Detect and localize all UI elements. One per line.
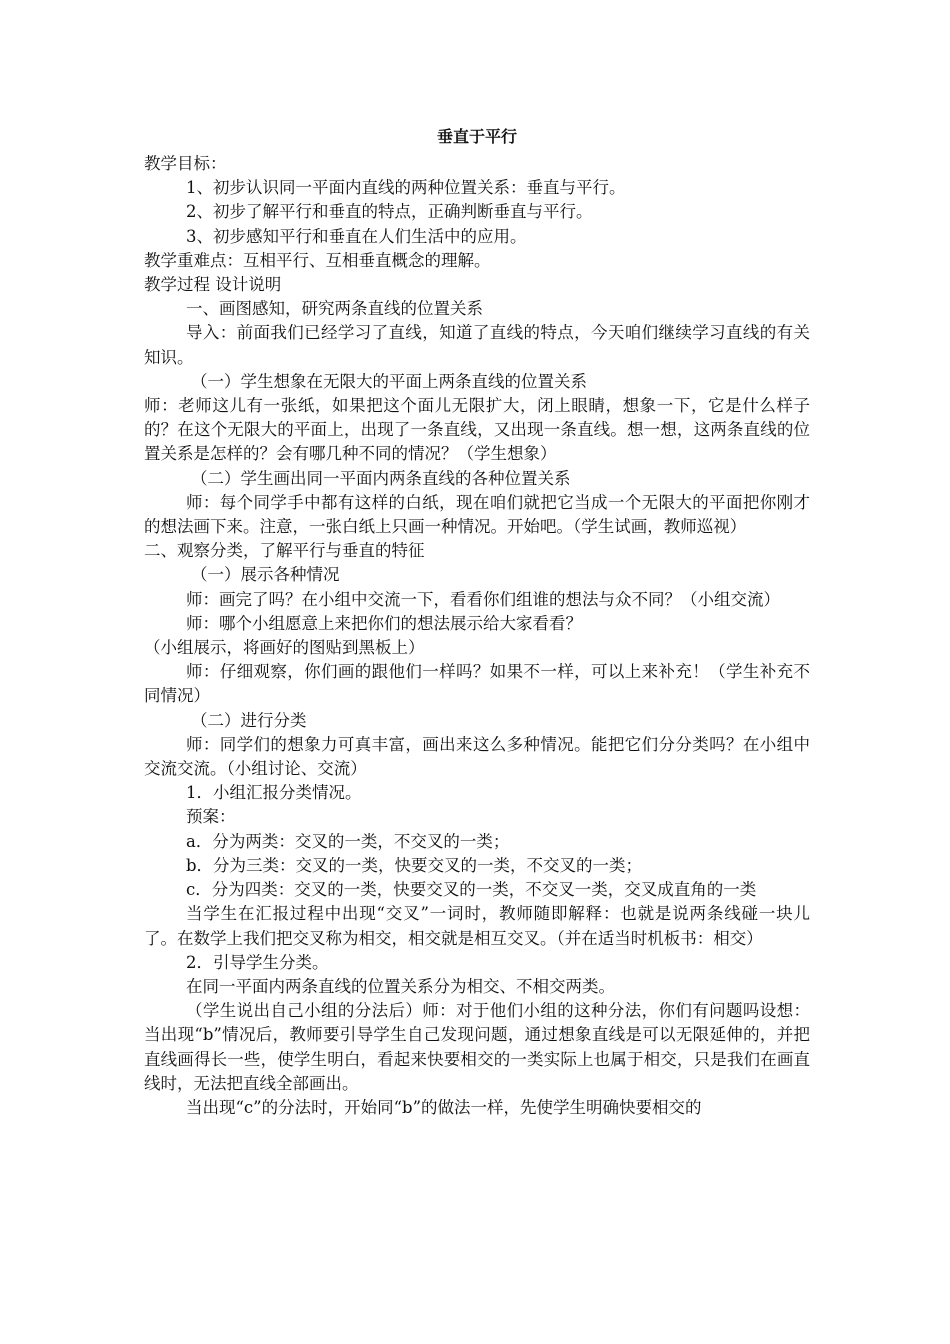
paragraph: 一、画图感知，研究两条直线的位置关系 <box>186 299 483 319</box>
paragraph: b．分为三类：交叉的一类，快要交叉的一类，不交叉的一类； <box>186 855 643 875</box>
paragraph: （二）学生画出同一平面内两条直线的各种位置关系 <box>191 468 571 488</box>
paragraph: 教学过程 设计说明 <box>144 275 282 295</box>
paragraph: （一）学生想象在无限大的平面上两条直线的位置关系 <box>191 371 587 391</box>
paragraph: 3、初步感知平行和垂直在人们生活中的应用。 <box>186 226 527 246</box>
document-body <box>144 152 810 1120</box>
paragraph: 教学目标： <box>144 154 227 173</box>
paragraph: a．分为两类：交叉的一类，不交叉的一类； <box>186 831 510 851</box>
paragraph: 师：画完了吗？在小组中交流一下，看看你们组谁的想法与众不同？（小组交流） <box>186 589 780 609</box>
paragraph: 师：仔细观察，你们画的跟他们一样吗？如果不一样，可以上来补充！（学生补充不同情况） <box>144 662 810 706</box>
paragraph: 当学生在汇报过程中出现“交叉”一词时，教师随即解释：也就是说两条线碰一块儿了。在数学上我们把交叉称为相交，相交就是相互交叉。（并在适当时机板书：相交） <box>144 904 810 948</box>
paragraph: 师：同学们的想象力可真丰富，画出来这么多种情况。能把它们分分类吗？在小组中交流交流。（小组讨论、交流） <box>144 734 810 779</box>
paragraph: （一）展示各种情况 <box>191 565 340 585</box>
paragraph: 导入：前面我们已经学习了直线，知道了直线的特点，今天咱们继续学习直线的有关知识。 <box>144 323 810 367</box>
paragraph: 教学重难点：互相平行、互相垂直概念的理解。 <box>144 250 491 270</box>
paragraph: 师：老师这儿有一张纸，如果把这个面儿无限扩大，闭上眼睛，想象一下，它是什么样子的？在这个无限大的平面上，出现了一条直线，又出现一条直线。想一想，这两条直线的位置关系是怎样的？会有哪几种不同的情况？（学生想象） <box>144 396 810 464</box>
paragraph: （小组展示，将画好的图贴到黑板上） <box>144 638 425 658</box>
paragraph: 2．引导学生分类。 <box>186 952 329 972</box>
document-page <box>144 124 810 1120</box>
paragraph: 2、初步了解平行和垂直的特点，正确判断垂直与平行。 <box>186 202 593 222</box>
paragraph: c．分为四类：交叉的一类，快要交叉的一类，不交叉一类，交叉成直角的一类 <box>186 880 757 900</box>
paragraph: 当出现“c”的分法时，开始同“b”的做法一样，先使学生明确快要相交的 <box>186 1097 702 1117</box>
document-title: 垂直于平行 <box>436 127 517 146</box>
paragraph: （学生说出自己小组的分法后）师：对于他们小组的这种分法，你们有问题吗设想：当出现“b”情况后，教师要引导学生自己发现问题，通过想象直线是可以无限延伸的，并把直线画得长一些，使学生明白，看起来快要相交的一类实际上也属于相交，只是我们在画直线时，无法把直线全部画出。 <box>144 1001 810 1093</box>
paragraph: 师：哪个小组愿意上来把你们的想法展示给大家看看？ <box>186 613 582 633</box>
paragraph: 师：每个同学手中都有这样的白纸，现在咱们就把它当成一个无限大的平面把你刚才的想法画下来。注意，一张白纸上只画一种情况。开始吧。（学生试画，教师巡视） <box>144 492 810 537</box>
paragraph: 二、观察分类，了解平行与垂直的特征 <box>144 541 425 561</box>
paragraph: （二）进行分类 <box>191 710 307 730</box>
paragraph: 在同一平面内两条直线的位置关系分为相交、不相交两类。 <box>186 976 615 996</box>
paragraph: 1、初步认识同一平面内直线的两种位置关系：垂直与平行。 <box>186 178 626 198</box>
paragraph: 1．小组汇报分类情况。 <box>186 783 362 803</box>
paragraph: 预案： <box>186 807 236 827</box>
